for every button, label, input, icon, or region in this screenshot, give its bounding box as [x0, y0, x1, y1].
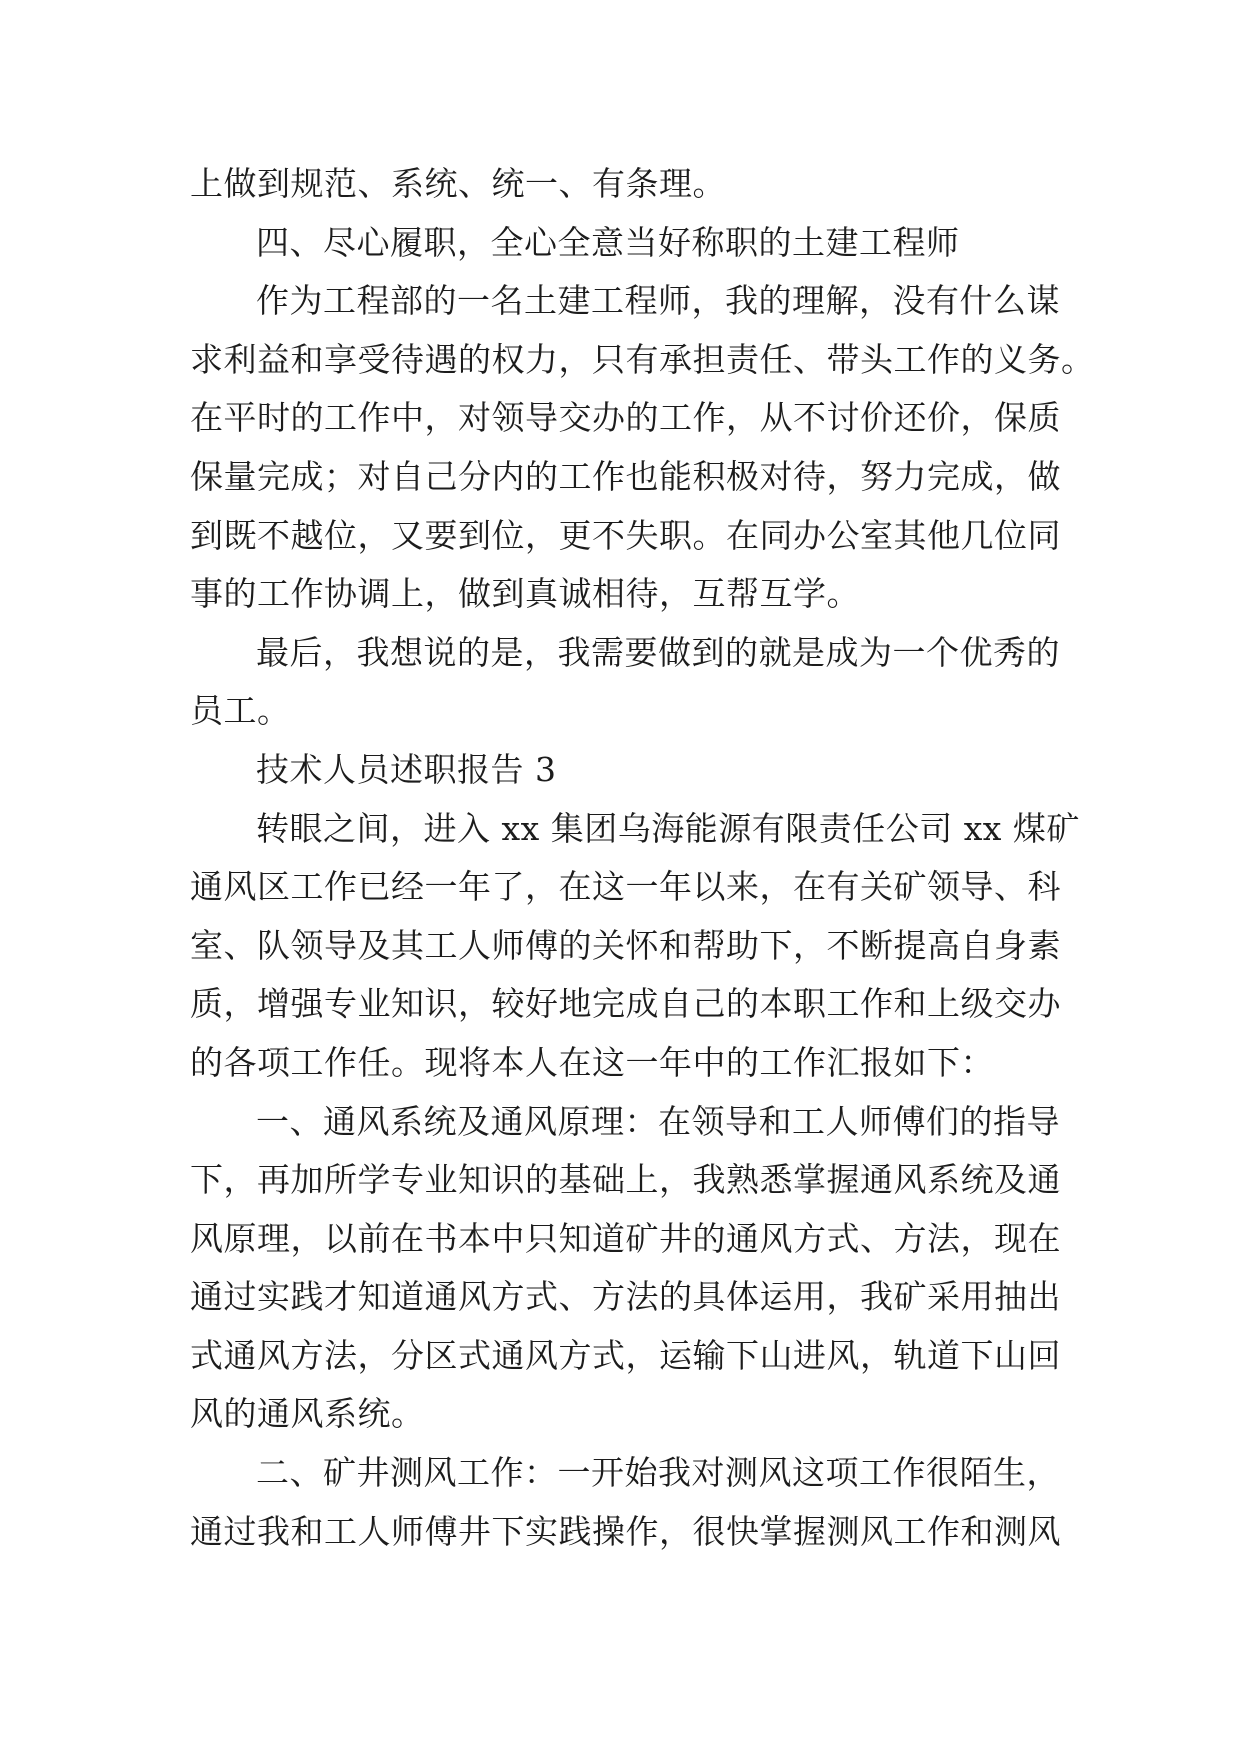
text-line: 在平时的工作中，对领导交办的工作，从不讨价还价，保质: [190, 398, 1061, 438]
text-line: 上做到规范、系统、统一、有条理。: [190, 164, 726, 203]
text-line: 保量完成；对自己分内的工作也能积极对待，努力完成，做: [190, 456, 1061, 496]
text-line: 事的工作协调上，做到真诚相待，互帮互学。: [190, 574, 860, 614]
text-line: 式通风方法，分区式通风方式，运输下山进风，轨道下山回: [190, 1335, 1061, 1375]
document-body: [190, 155, 1095, 1561]
text-line: 风的通风系统。: [190, 1394, 425, 1434]
text-line: 通风区工作已经一年了，在这一年以来，在有关矿领导、科: [190, 867, 1061, 907]
text-line: 二、矿井测风工作：一开始我对测风这项工作很陌生，: [256, 1453, 1060, 1493]
text-line: 员工。: [190, 691, 291, 731]
text-line: 下，再加所学专业知识的基础上，我熟悉掌握通风系统及通: [190, 1160, 1061, 1200]
text-line: 质，增强专业知识，较好地完成自己的本职工作和上级交办: [190, 984, 1061, 1024]
text-line: 风原理，以前在书本中只知道矿井的通风方式、方法，现在: [190, 1218, 1061, 1258]
text-line: 一、通风系统及通风原理：在领导和工人师傅们的指导: [256, 1101, 1060, 1141]
text-line: 室、队领导及其工人师傅的关怀和帮助下，不断提高自身素: [190, 925, 1061, 965]
report-title: 技术人员述职报告 3: [256, 749, 557, 789]
text-line: 到既不越位，又要到位，更不失职。在同办公室其他几位同: [190, 515, 1061, 555]
section-heading: 四、尽心履职，全心全意当好称职的土建工程师: [256, 222, 960, 262]
text-line: 通过实践才知道通风方式、方法的具体运用，我矿采用抽出: [190, 1277, 1061, 1317]
text-line: 求利益和享受待遇的权力，只有承担责任、带头工作的义务。: [190, 339, 1095, 379]
text-line: 转眼之间，进入 xx 集团乌海能源有限责任公司 xx 煤矿: [256, 808, 1080, 848]
text-line: 的各项工作任。现将本人在这一年中的工作汇报如下：: [190, 1042, 994, 1082]
text-line: 通过我和工人师傅井下实践操作，很快掌握测风工作和测风: [190, 1511, 1061, 1551]
text-line: 作为工程部的一名土建工程师，我的理解，没有什么谋: [256, 281, 1060, 321]
text-line: 最后，我想说的是，我需要做到的就是成为一个优秀的: [256, 632, 1060, 672]
